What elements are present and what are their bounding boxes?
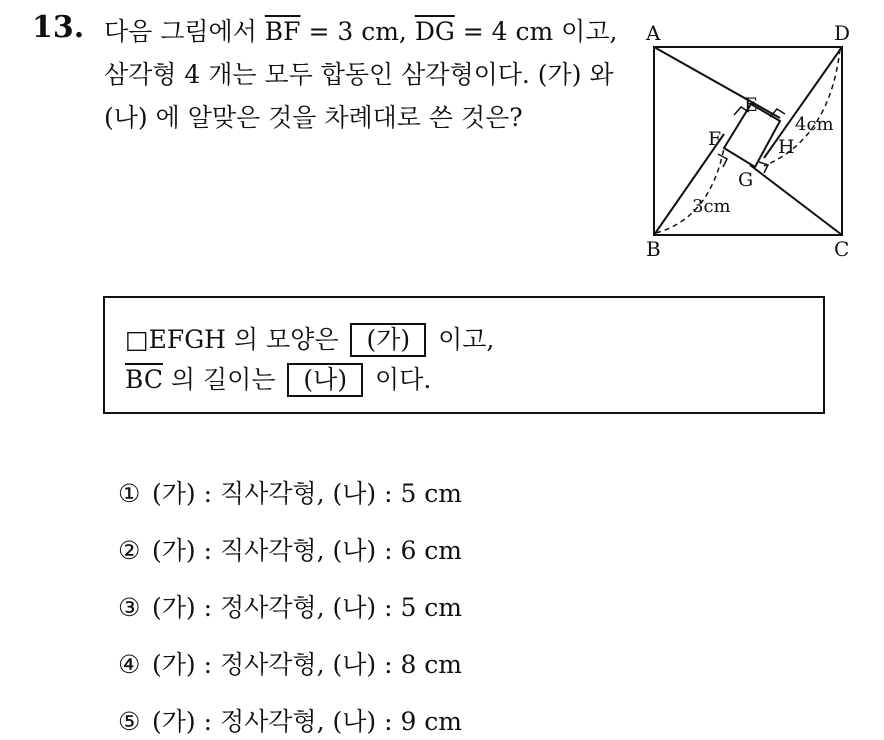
question-line-1 xyxy=(104,10,624,53)
box-line-1-post: 이고, xyxy=(438,325,495,354)
conclusion-box xyxy=(103,296,825,414)
blank-ga: (가) xyxy=(350,323,426,357)
choice-2[interactable] xyxy=(118,531,518,567)
choice-4[interactable] xyxy=(118,645,518,681)
choice-5-marker: ⑤ xyxy=(118,707,141,736)
question-number: 13. xyxy=(32,10,85,45)
box-line-1-pre: □EFGH 의 모양은 xyxy=(125,325,339,354)
geometry-figure xyxy=(640,18,864,268)
segment-bc: $\overline{BC}$ xyxy=(125,365,163,394)
choice-4-marker: ④ xyxy=(118,650,141,679)
choice-2-marker: ② xyxy=(118,536,141,565)
length-dg: 4cm xyxy=(795,114,834,135)
question-line-3: (나) 에 알맞은 것을 차례대로 쓴 것은? xyxy=(104,103,523,132)
label-h: H xyxy=(778,136,795,158)
question-line-1-post: = 4 cm 이고, xyxy=(454,17,618,46)
box-line-1 xyxy=(125,320,494,357)
label-b: B xyxy=(646,237,661,261)
label-e: E xyxy=(744,94,758,116)
box-line-2 xyxy=(125,360,431,397)
blank-na: (나) xyxy=(287,363,363,397)
label-c: C xyxy=(834,237,850,261)
choice-3[interactable] xyxy=(118,588,518,624)
question-line-1-mid: = 3 cm, xyxy=(300,17,415,46)
guide-line xyxy=(654,47,842,235)
box-line-2-mid: 의 길이는 xyxy=(162,365,276,394)
question-text xyxy=(104,10,624,139)
segment-bf: $\overline{BF}$ xyxy=(264,17,301,46)
segment-gc xyxy=(750,165,842,235)
label-f: F xyxy=(708,128,722,150)
segment-ae xyxy=(654,47,780,118)
label-d: D xyxy=(834,21,851,45)
choice-3-text: (가) : 정사각형, (나) : 5 cm xyxy=(152,593,463,622)
question-line-2: 삼각형 4 개는 모두 합동인 삼각형이다. (가) 와 xyxy=(104,60,614,89)
choice-1[interactable] xyxy=(118,474,518,510)
right-angle-mark-g xyxy=(759,162,768,173)
choice-2-text: (가) : 직사각형, (나) : 6 cm xyxy=(152,536,463,565)
choice-1-marker: ① xyxy=(118,479,141,508)
question-line-1-pre: 다음 그림에서 xyxy=(104,17,265,46)
segment-dh xyxy=(764,47,842,158)
right-angle-mark-f xyxy=(718,154,727,167)
label-a: A xyxy=(646,21,661,45)
choice-5[interactable] xyxy=(118,702,518,738)
choice-3-marker: ③ xyxy=(118,593,141,622)
label-g: G xyxy=(738,169,754,191)
square-abcd xyxy=(654,47,842,235)
box-line-2-post: 이다. xyxy=(375,365,432,394)
length-bf: 3cm xyxy=(692,196,731,217)
segment-dg: $\overline{DG}$ xyxy=(414,17,455,46)
choice-4-text: (가) : 정사각형, (나) : 8 cm xyxy=(152,650,463,679)
dashed-arc-bf xyxy=(656,148,724,233)
choice-1-text: (가) : 직사각형, (나) : 5 cm xyxy=(152,479,463,508)
choice-5-text: (가) : 정사각형, (나) : 9 cm xyxy=(152,707,463,736)
